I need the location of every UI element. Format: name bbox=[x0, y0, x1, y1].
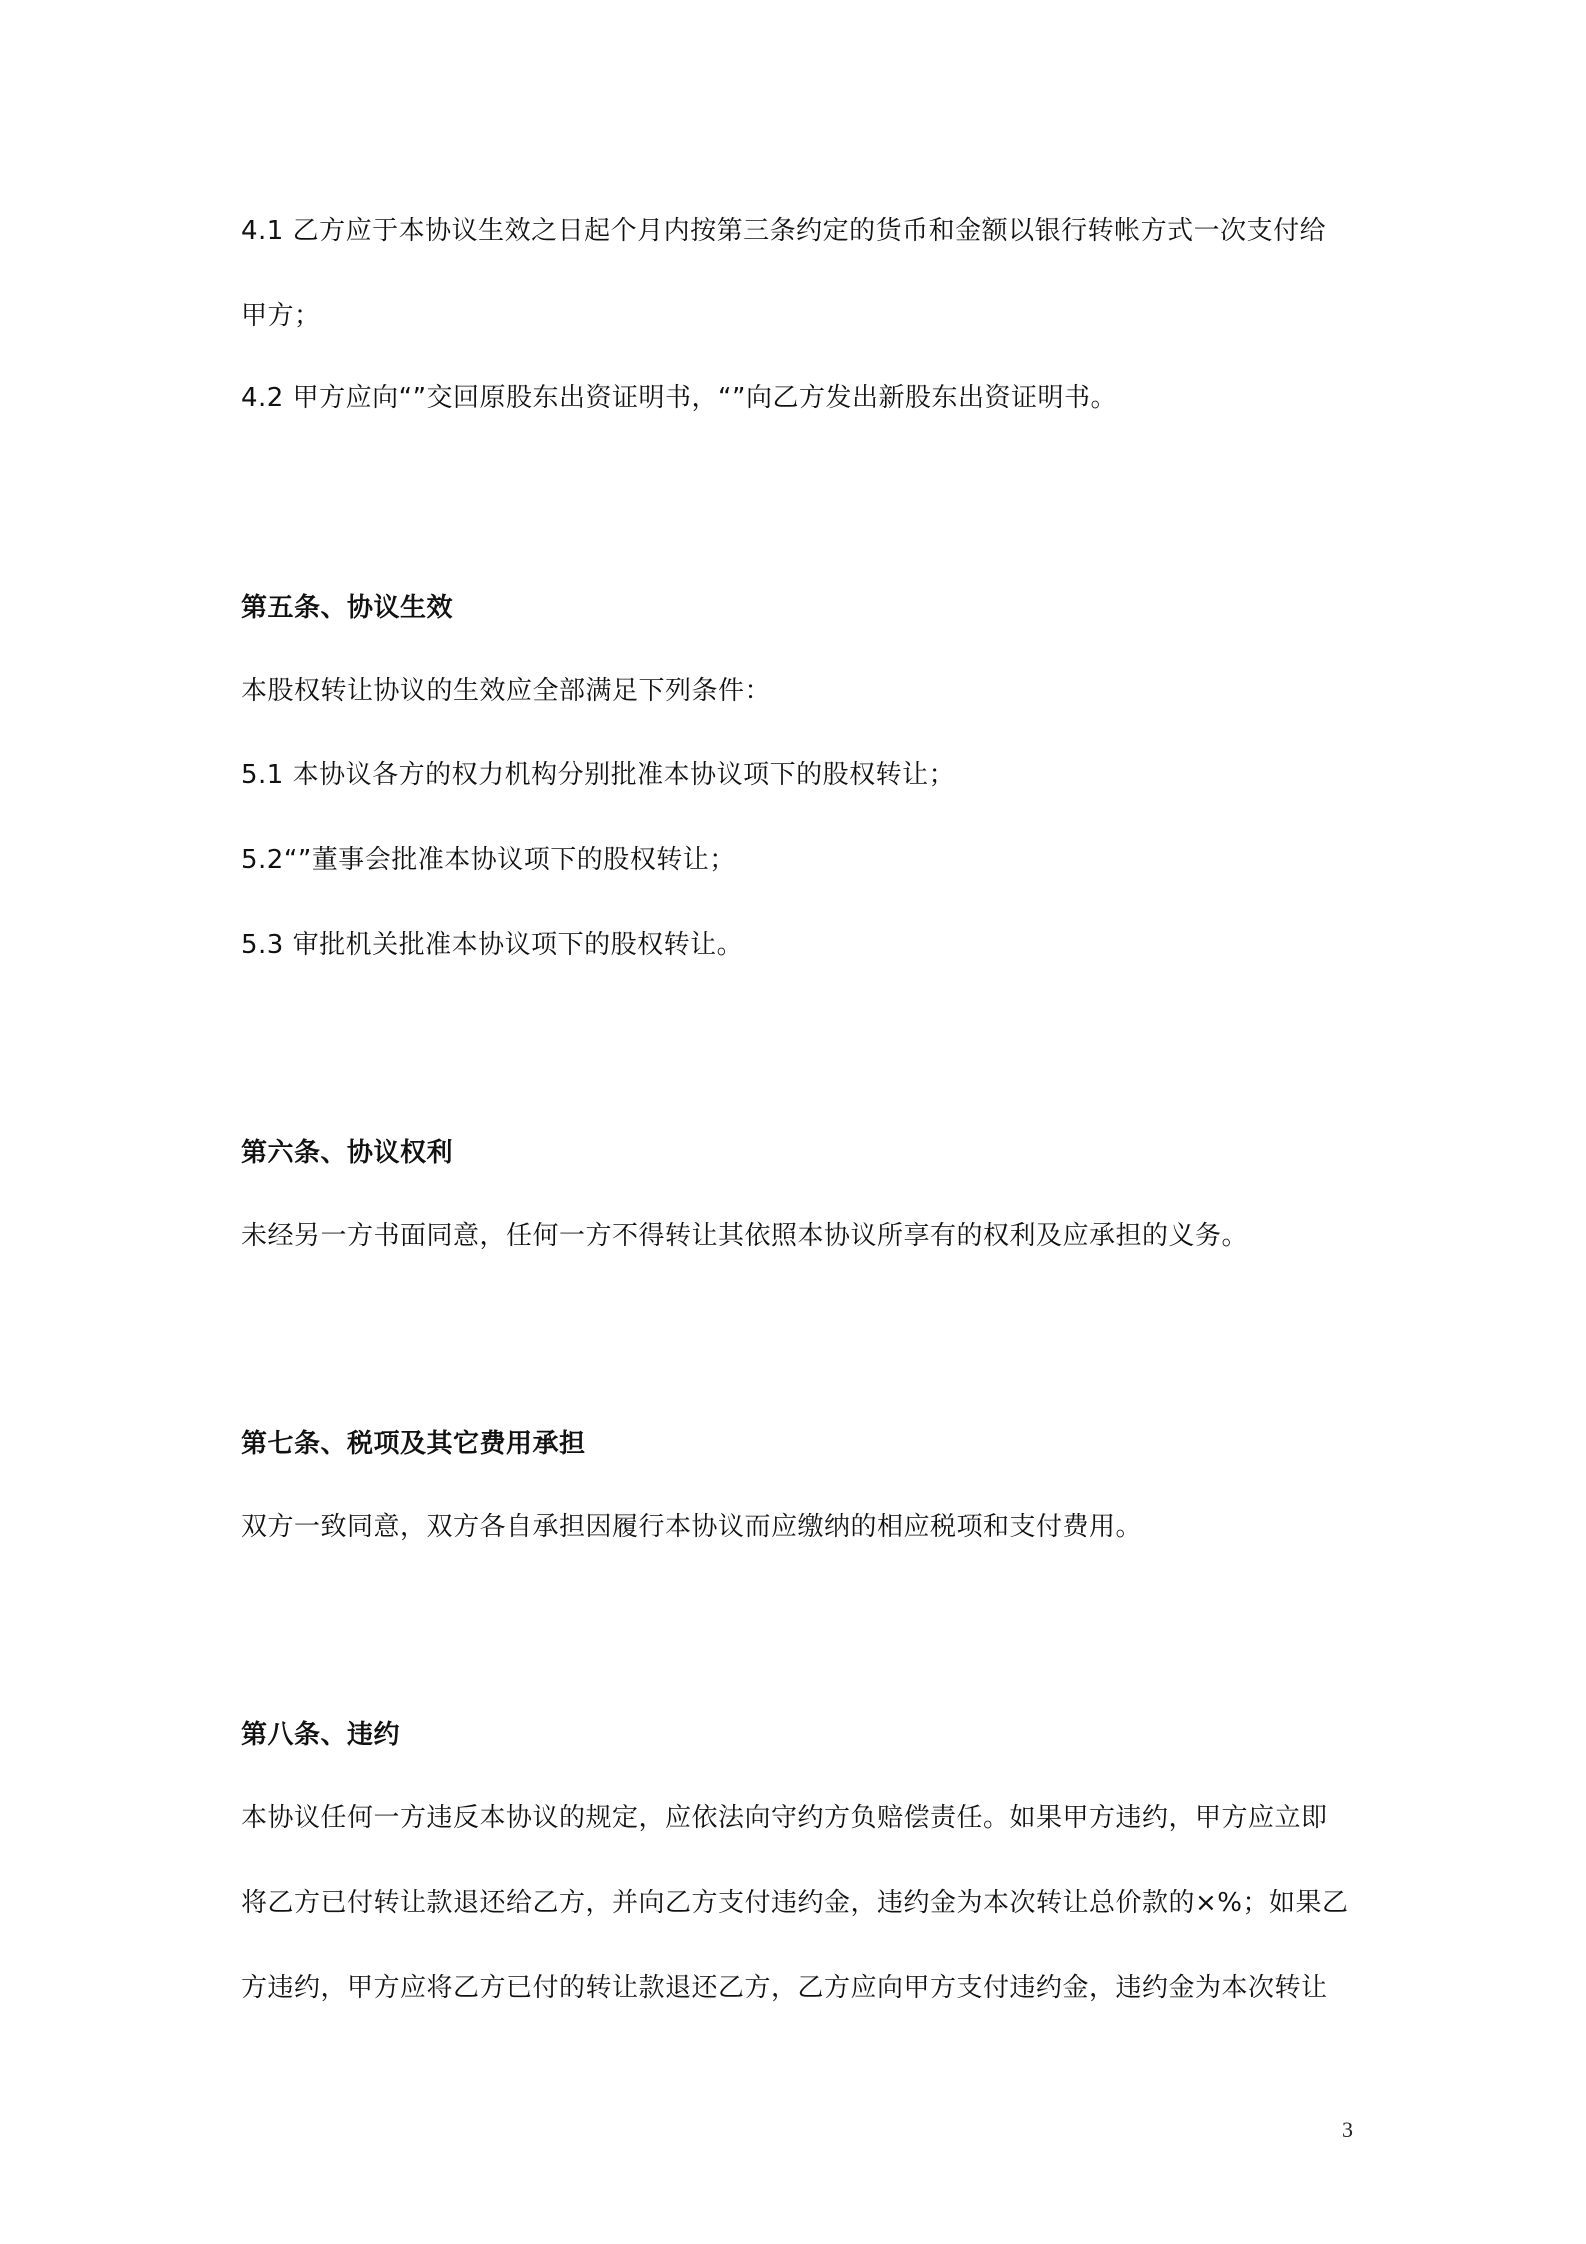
clause-5-3: 5.3 审批机关批准本协议项下的股权转让。 bbox=[241, 930, 744, 960]
clause-4-1-line-2: 甲方； bbox=[241, 301, 321, 331]
clause-8-body-line-1: 本协议任何一方违反本协议的规定，应依法向守约方负赔偿责任。如果甲方违约，甲方应立即 bbox=[241, 1803, 1328, 1833]
clause-8-body-line-3: 方违约，甲方应将乙方已付的转让款退还乙方，乙方应向甲方支付违约金，违约金为本次转让 bbox=[241, 1973, 1328, 2003]
clause-7-heading: 第七条、税项及其它费用承担 bbox=[241, 1429, 586, 1459]
clause-5-intro: 本股权转让协议的生效应全部满足下列条件： bbox=[241, 676, 772, 706]
clause-5-2: 5.2“”董事会批准本协议项下的股权转让； bbox=[241, 845, 736, 875]
clause-8-body-line-2: 将乙方已付转让款退还给乙方，并向乙方支付违约金，违约金为本次转让总价款的×%；如果乙 bbox=[241, 1888, 1349, 1918]
clause-4-2: 4.2 甲方应向“”交回原股东出资证明书，“”向乙方发出新股东出资证明书。 bbox=[241, 383, 1117, 413]
clause-8-heading: 第八条、违约 bbox=[241, 1720, 401, 1750]
clause-6-heading: 第六条、协议权利 bbox=[241, 1138, 454, 1168]
clause-5-heading: 第五条、协议生效 bbox=[241, 593, 454, 623]
page-number: 3 bbox=[1342, 2117, 1353, 2142]
clause-5-1: 5.1 本协议各方的权力机构分别批准本协议项下的股权转让； bbox=[241, 760, 956, 790]
clause-7-body: 双方一致同意，双方各自承担因履行本协议而应缴纳的相应税项和支付费用。 bbox=[241, 1512, 1143, 1542]
clause-6-body: 未经另一方书面同意，任何一方不得转让其依照本协议所享有的权利及应承担的义务。 bbox=[241, 1221, 1249, 1251]
clause-4-1-line-1: 4.1 乙方应于本协议生效之日起个月内按第三条约定的货币和金额以银行转帐方式一次支付给 bbox=[241, 216, 1327, 246]
